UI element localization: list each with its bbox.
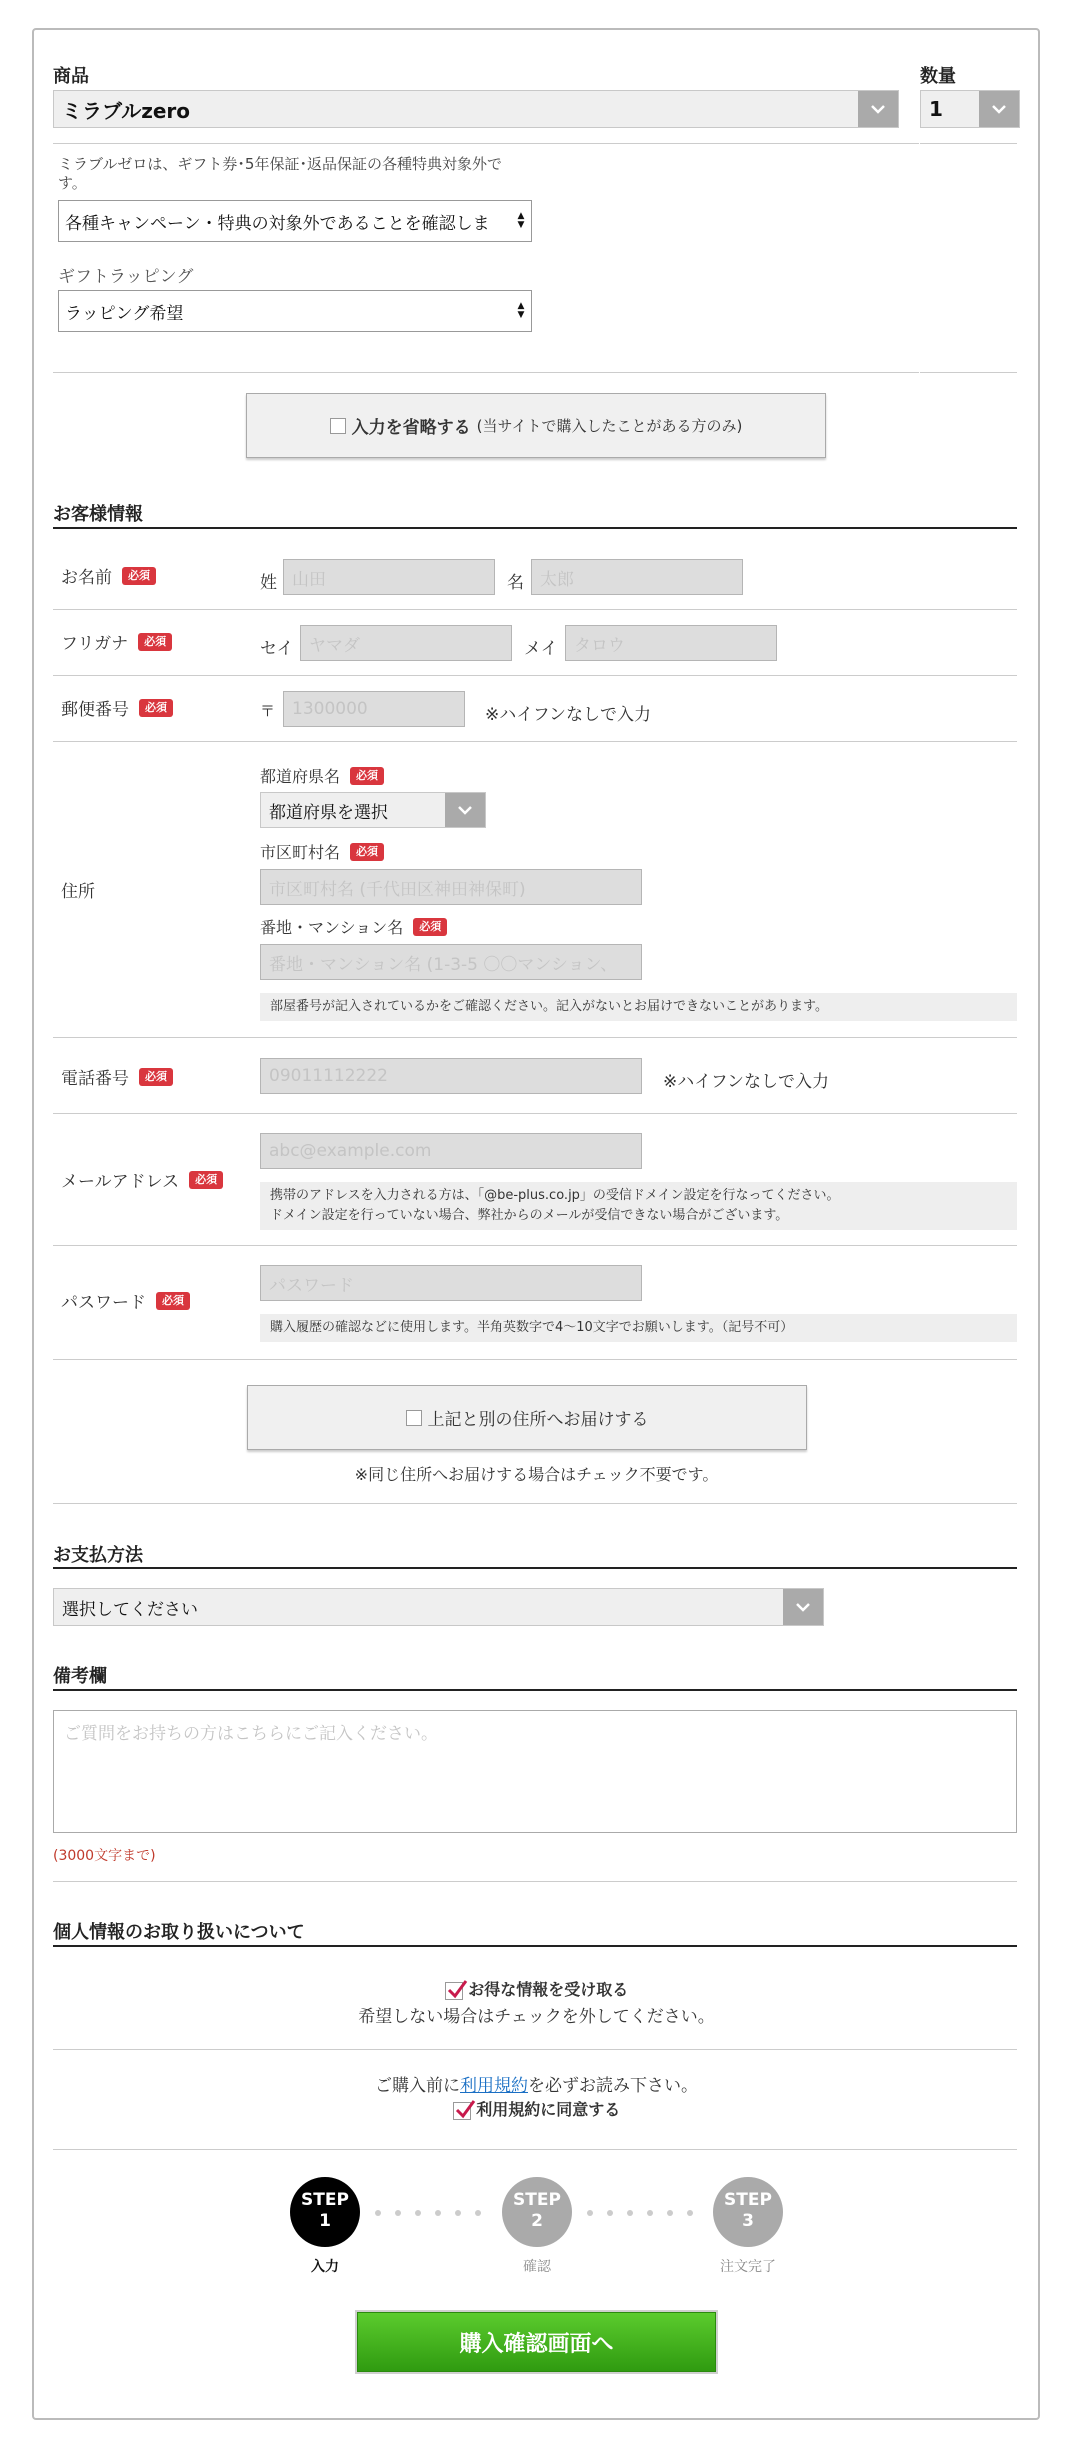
postal-mark: 〒 (260, 702, 276, 720)
zip-label: 郵便番号 (61, 700, 129, 720)
phone-row-label (61, 1064, 173, 1089)
updown-arrows-icon: ▲ ▼ (517, 301, 525, 320)
terms-pre: ご購入前に (375, 2076, 460, 2096)
alt-address-note: ※同じ住所へお届けする場合はチェック不要です。 (354, 1465, 719, 1484)
prefecture-select-value: 都道府県を選択 (269, 802, 388, 823)
city-label: 市区町村名 (260, 843, 341, 862)
divider (53, 143, 919, 144)
quantity-select[interactable] (920, 90, 1020, 128)
divider (53, 1113, 1017, 1114)
prefecture-select[interactable] (260, 792, 486, 828)
first-kana-label: メイ (524, 639, 558, 659)
terms-agree-checkbox[interactable] (453, 2102, 471, 2120)
step-1-circle (290, 2177, 360, 2247)
prefecture-label: 都道府県名 (260, 767, 341, 786)
skip-input-button[interactable] (246, 393, 826, 458)
step-2-circle (502, 2177, 572, 2247)
city-input[interactable]: 市区町村名 (千代田区神田神保町) (260, 869, 642, 905)
alt-address-button[interactable] (247, 1385, 807, 1450)
remarks-textarea[interactable]: ご質問をお持ちの方はこちらにご記入ください。 (53, 1710, 1017, 1833)
required-badge: 必須 (189, 1171, 223, 1189)
city-row-label (260, 840, 384, 863)
payment-select[interactable] (53, 1588, 824, 1626)
divider (53, 609, 1017, 610)
gift-wrapping-label: ギフトラッピング (58, 267, 194, 287)
step-3-circle (713, 2177, 783, 2247)
name-label: お名前 (61, 568, 112, 588)
divider (53, 2049, 1017, 2050)
gift-wrapping-select[interactable] (58, 290, 532, 332)
section-underline (53, 527, 1017, 529)
newsletter-label: お得な情報を受け取る (468, 1980, 629, 1999)
step-1-label: 入力 (311, 2259, 339, 2275)
last-name-label: 姓 (260, 573, 277, 593)
required-badge: 必須 (413, 918, 447, 936)
updown-arrows-icon: ▲ ▼ (517, 211, 525, 230)
step-3-label: 注文完了 (720, 2259, 776, 2275)
newsletter-note: 希望しない場合はチェックを外してください。 (358, 2007, 715, 2027)
remarks-title: 備考欄 (53, 1666, 107, 1687)
step-1-number: 1 (319, 2211, 331, 2231)
kana-label: フリガナ (61, 634, 129, 654)
email-note-line1: 携帯のアドレスを入力される方は、「@be-plus.co.jp」の受信ドメイン設定を行なってください。 (270, 1188, 840, 1203)
quantity-label: 数量 (920, 66, 956, 87)
step-connector (587, 2210, 693, 2216)
name-row-label (61, 563, 156, 588)
section-underline (53, 1567, 1017, 1569)
quantity-select-value: 1 (929, 97, 943, 121)
password-label: パスワード (61, 1293, 146, 1313)
first-name-label: 名 (507, 573, 524, 593)
street-input[interactable]: 番地・マンション名 (1-3-5 〇〇マンション、 (260, 944, 642, 980)
remarks-limit: (3000文字まで) (53, 1848, 156, 1864)
zip-input[interactable]: 1300000 (283, 691, 465, 727)
divider (53, 741, 1017, 742)
address-note: 部屋番号が記入されているかをご確認ください。記入がないとお届けできないことがあります。 (260, 993, 1017, 1021)
first-kana-input[interactable]: タロウ (565, 625, 777, 661)
zip-row-label (61, 695, 173, 720)
password-input[interactable]: パスワード (260, 1265, 642, 1301)
required-badge: 必須 (350, 843, 384, 861)
step-3-word: STEP (724, 2190, 772, 2210)
required-badge: 必須 (156, 1292, 190, 1310)
skip-checkbox[interactable] (330, 418, 346, 434)
alt-address-label: 上記と別の住所へお届けする (427, 1410, 649, 1430)
skip-label: 入力を省略する (351, 418, 471, 438)
skip-sublabel: (当サイトで購入したことがある方のみ) (476, 417, 743, 435)
email-input[interactable]: abc@example.com (260, 1133, 642, 1169)
section-underline (53, 1689, 1017, 1691)
campaign-confirm-value: 各種キャンペーン・特典の対象外であることを確認しま (65, 213, 490, 234)
product-label: 商品 (53, 66, 89, 87)
terms-agree-label: 利用規約に同意する (476, 2100, 621, 2119)
campaign-note: ミラブルゼロは、ギフト券･5年保証･返品保証の各種特典対象外です。 (58, 155, 502, 192)
section-underline (53, 1945, 1017, 1947)
terms-link[interactable]: 利用規約 (460, 2076, 528, 2096)
divider (53, 1245, 1017, 1246)
step-3-number: 3 (742, 2211, 754, 2231)
payment-title: お支払方法 (53, 1545, 143, 1566)
street-row-label (260, 915, 447, 938)
password-row-label (61, 1288, 190, 1313)
terms-agree-option[interactable] (0, 2097, 1073, 2120)
zip-hint: ※ハイフンなしで入力 (485, 705, 652, 725)
step-2-number: 2 (531, 2211, 543, 2231)
kana-row-label (61, 629, 172, 654)
divider (53, 1037, 1017, 1038)
step-1-word: STEP (301, 2190, 349, 2210)
chevron-down-icon (445, 793, 485, 827)
gift-wrapping-value: ラッピング希望 (65, 303, 184, 324)
required-badge: 必須 (122, 567, 156, 585)
product-select[interactable] (53, 90, 899, 128)
email-note (260, 1182, 1017, 1230)
required-badge: 必須 (138, 633, 172, 651)
newsletter-option[interactable] (0, 1977, 1073, 2000)
last-kana-input[interactable]: ヤマダ (300, 625, 512, 661)
required-badge: 必須 (139, 699, 173, 717)
phone-label: 電話番号 (61, 1069, 129, 1089)
terms-post: を必ずお読み下さい。 (528, 2076, 698, 2096)
email-row-label (61, 1167, 223, 1192)
email-note-line2: ドメイン設定を行っていない場合、弊社からのメールが受信できない場合がございます。 (270, 1208, 789, 1223)
last-name-input[interactable]: 山田 (283, 559, 495, 595)
required-badge: 必須 (350, 767, 384, 785)
step-connector (375, 2210, 481, 2216)
divider (53, 675, 1017, 676)
chevron-down-icon (979, 91, 1019, 127)
last-kana-label: セイ (260, 639, 294, 659)
product-select-value: ミラブルzero (62, 98, 191, 123)
step-2-label: 確認 (523, 2259, 551, 2275)
chevron-down-icon (858, 91, 898, 127)
divider (920, 372, 1017, 373)
divider (53, 2149, 1017, 2150)
privacy-title: 個人情報のお取り扱いについて (53, 1922, 305, 1943)
required-badge: 必須 (139, 1068, 173, 1086)
street-label: 番地・マンション名 (260, 918, 404, 937)
divider (53, 372, 919, 373)
email-label: メールアドレス (61, 1172, 180, 1192)
divider (53, 1359, 1017, 1360)
chevron-down-icon (783, 1589, 823, 1625)
phone-input[interactable]: 09011112222 (260, 1058, 642, 1094)
divider (53, 1881, 1017, 1882)
prefecture-row-label (260, 764, 384, 787)
first-name-input[interactable]: 太郎 (531, 559, 743, 595)
campaign-confirm-select[interactable] (58, 200, 532, 242)
payment-select-value: 選択してください (62, 1599, 198, 1620)
address-label: 住所 (61, 882, 95, 902)
newsletter-checkbox[interactable] (445, 1982, 463, 2000)
submit-confirm-button[interactable]: 購入確認画面へ (355, 2310, 718, 2374)
step-2-word: STEP (513, 2190, 561, 2210)
alt-address-checkbox[interactable] (406, 1410, 422, 1426)
divider (53, 1503, 1017, 1504)
customer-info-title: お客様情報 (53, 504, 143, 525)
terms-notice (0, 2071, 1073, 2096)
password-note: 購入履歴の確認などに使用します。半角英数字で4～10文字でお願いします。（記号不可） (260, 1314, 1017, 1342)
phone-hint: ※ハイフンなしで入力 (663, 1072, 830, 1092)
divider (920, 143, 1017, 144)
